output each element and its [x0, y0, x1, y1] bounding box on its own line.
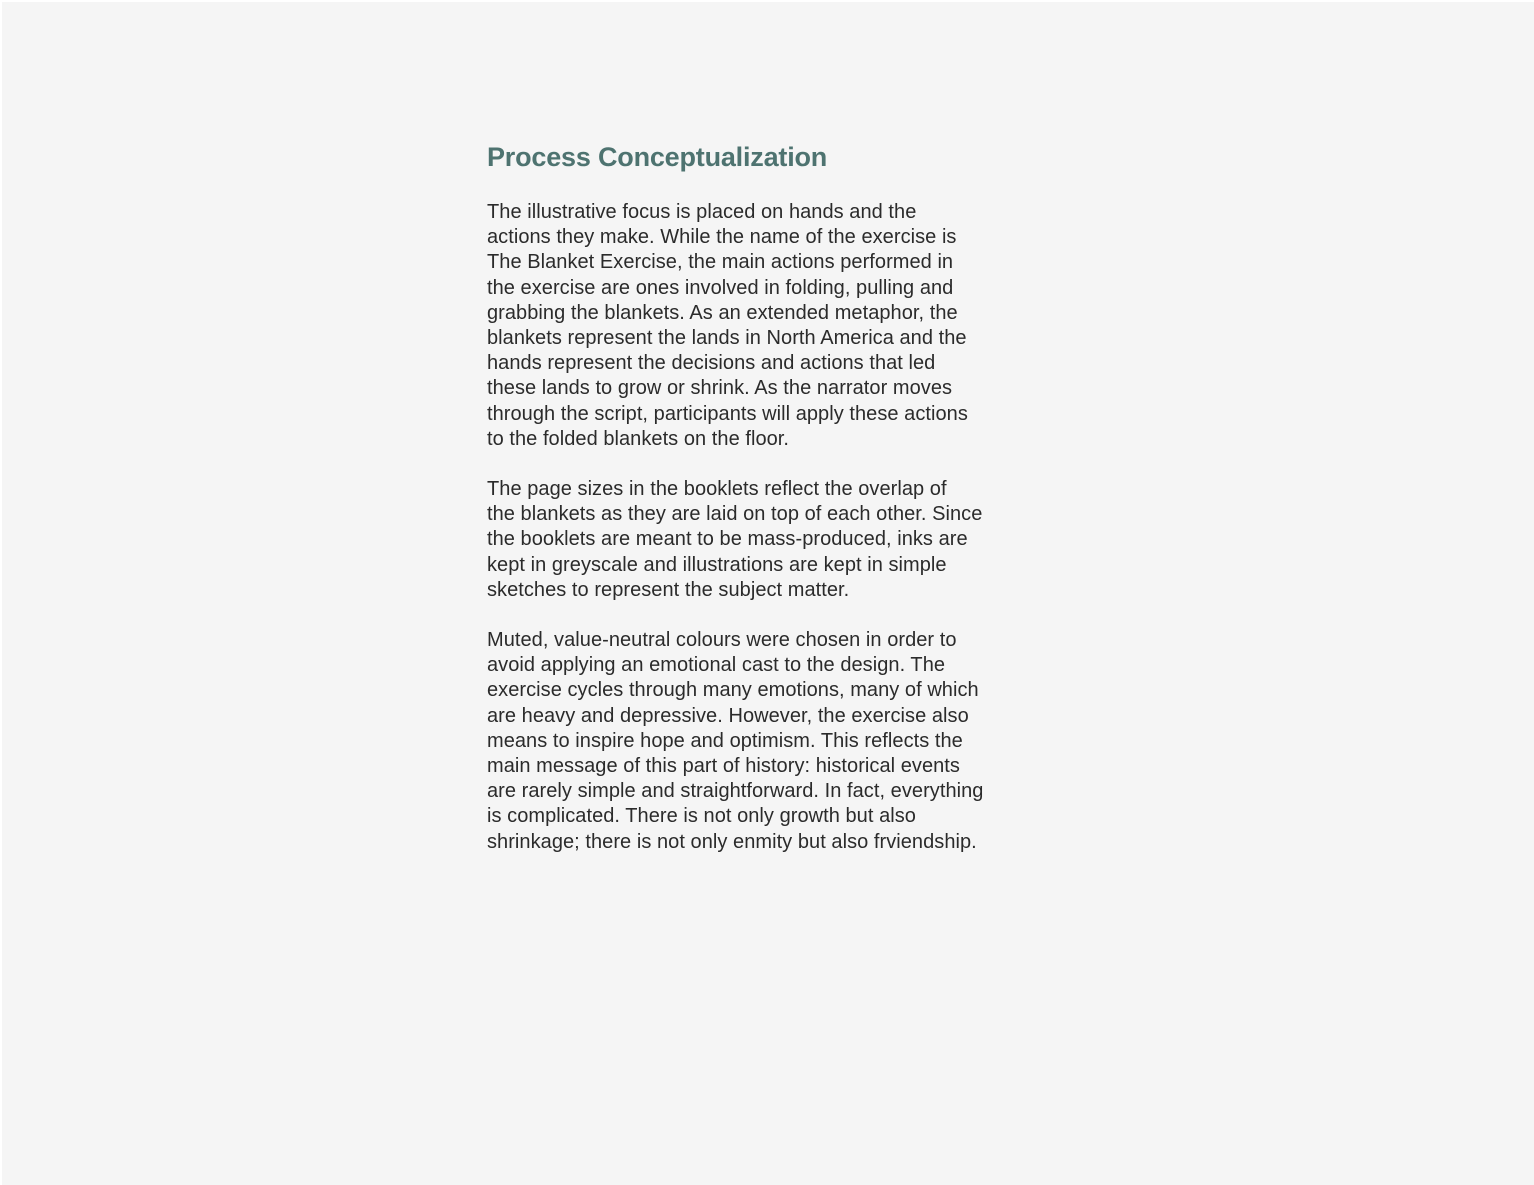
paragraph-page-sizes: The page sizes in the booklets reflect the overlap of the blankets as they are laid on top of each other. Since the booklets are meant to be mass-produced, inks are kept in greyscale and illustrations are kept in simple sketches to represent the subject matter.	[487, 478, 983, 601]
page-title: Process Conceptualization	[487, 142, 828, 172]
paragraph-illustrative-focus: The illustrative focus is placed on hands and the actions they make. While the name of the exercise is The Blanket Exercise, the main actions performed in the exercise are ones involved in folding, pulling and grabbing the blankets. As an extended metaphor, the blankets represent the lands in North America and the hands represent the decisions and actions that led these lands to grow or shrink. As the narrator moves through the script, participants will apply these actions to the folded blankets on the floor.	[487, 201, 968, 450]
article	[487, 140, 1027, 880]
paragraph-muted-colours: Muted, value-neutral colours were chosen in order to avoid applying an emotional cast to the design. The exercise cycles through many emotions, many of which are heavy and depressive. However, the exercise also means to inspire hope and optimism. This reflects the main message of this part of history: historical events are rarely simple and straightforward. In fact, everything is complicated. There is not only growth but also shrinkage; there is not only enmity but also frviendship.	[487, 629, 984, 853]
